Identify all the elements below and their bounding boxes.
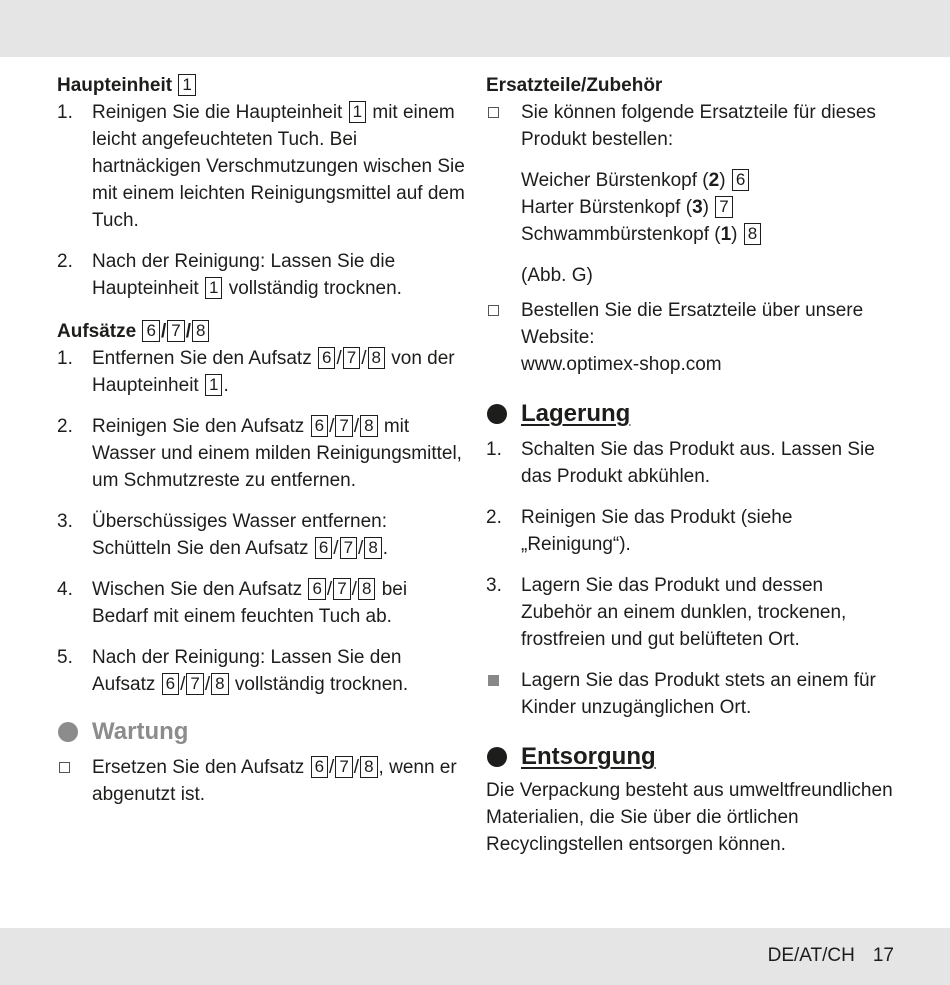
filled-square-icon	[488, 675, 499, 686]
item-text: Bestellen Sie die Ersatzteile über unsere Website:	[521, 300, 864, 348]
part-name: Weicher Bürstenkopf (	[521, 170, 709, 191]
part-qty: 2	[708, 170, 720, 191]
slash: /	[180, 674, 186, 695]
ref-box: 8	[360, 415, 377, 437]
item-number: 1.	[57, 102, 73, 123]
part-paren: )	[719, 170, 726, 191]
item-number: 3.	[57, 511, 73, 532]
main-unit-heading	[57, 72, 467, 99]
list-item	[57, 576, 467, 630]
item-number: 1.	[486, 439, 502, 460]
ref-box: 7	[333, 578, 350, 600]
item-number: 5.	[57, 647, 73, 668]
slash: /	[329, 416, 335, 437]
slash: /	[204, 674, 211, 695]
ref-box: 7	[167, 320, 184, 342]
ref-box: 7	[343, 347, 360, 369]
slash: /	[336, 348, 342, 369]
item-text: vollständig trocknen.	[234, 674, 409, 695]
ref-box: 8	[192, 320, 209, 342]
checkbox-square-icon	[488, 107, 499, 118]
slash: /	[358, 538, 364, 559]
item-number: 4.	[57, 579, 73, 600]
list-item	[486, 436, 898, 490]
item-text: mit Wasser und einem milden Reinigungsmittel, um Schmutzreste zu entfernen.	[92, 416, 462, 491]
ref-box: 7	[340, 537, 357, 559]
slash: /	[329, 757, 335, 778]
header-bar	[0, 0, 950, 57]
item-text: Reinigen Sie den Aufsatz	[92, 416, 305, 437]
item-text: Sie können folgende Ersatzteile für dieses Produkt bestellen:	[521, 102, 876, 150]
maintenance-heading-text: Wartung	[92, 718, 189, 745]
list-item	[486, 297, 898, 378]
item-text: Lagern Sie das Produkt und dessen Zubehör an einem dunklen, trockenen, frostfreien und gut belüfteten Ort.	[521, 575, 847, 650]
disposal-heading-text: Entsorgung	[521, 743, 656, 770]
part-line	[521, 167, 898, 194]
item-text: Nach der Reinigung: Lassen Sie die Haupteinheit	[92, 251, 396, 299]
ref-box: 7	[335, 756, 352, 778]
slash: /	[333, 538, 339, 559]
ref-box: 6	[311, 756, 328, 778]
ref-box: 6	[308, 578, 325, 600]
ref-box: 7	[715, 196, 732, 218]
bullet-dot-icon	[58, 722, 78, 742]
ref-box: 7	[335, 415, 352, 437]
item-text: Schalten Sie das Produkt aus. Lassen Sie das Produkt abkühlen.	[521, 439, 875, 487]
ref-box: 6	[162, 673, 179, 695]
maintenance-heading	[57, 716, 467, 748]
item-number: 2.	[57, 251, 73, 272]
item-text: Ersetzen Sie den Aufsatz	[92, 757, 305, 778]
ref-box: 1	[205, 374, 222, 396]
disposal-text: Die Verpackung besteht aus umweltfreundlichen Materialien, die Sie über die örtlichen Recyclingstellen entsorgen können.	[486, 780, 893, 855]
item-text: Reinigen Sie das Produkt (siehe „Reinigung“).	[521, 507, 793, 555]
list-item	[57, 345, 467, 399]
part-paren: )	[731, 224, 738, 245]
list-item	[57, 644, 467, 698]
item-text: .	[223, 375, 229, 396]
slash: /	[160, 321, 167, 342]
part-name: Schwammbürstenkopf (	[521, 224, 721, 245]
item-text: Reinigen Sie die Haupteinheit	[92, 102, 343, 123]
ref-box: 8	[364, 537, 381, 559]
slash: /	[326, 579, 333, 600]
ref-box: 8	[368, 347, 385, 369]
ref-box: 8	[744, 223, 761, 245]
ref-box: 1	[205, 277, 222, 299]
parts-list	[486, 167, 898, 289]
ref-box: 6	[732, 169, 749, 191]
ref-box: 8	[211, 673, 228, 695]
attachments-heading	[57, 318, 467, 345]
ref-box: 1	[178, 74, 195, 96]
item-text: Überschüssiges Wasser entfernen: Schütteln Sie den Aufsatz	[92, 511, 387, 559]
item-text: Lagern Sie das Produkt stets an einem für Kinder unzugänglichen Ort.	[521, 670, 876, 718]
slash: /	[351, 579, 357, 600]
list-item	[57, 754, 467, 808]
main-unit-heading-text: Haupteinheit	[57, 75, 173, 96]
ref-box: 6	[142, 320, 159, 342]
list-item	[486, 667, 898, 721]
part-line	[521, 194, 898, 221]
slash: /	[185, 321, 191, 342]
storage-heading-text: Lagerung	[521, 400, 631, 427]
part-qty: 3	[692, 197, 703, 218]
item-text: vollständig trocknen.	[228, 278, 402, 299]
bullet-dot-icon	[487, 404, 507, 424]
item-text: mit einem leicht angefeuchteten Tuch. Bei hartnäckigen Verschmutzungen wischen Sie mit einem leichten Reinigungsmittel auf dem Tuch.	[92, 102, 465, 231]
spare-parts-heading: Ersatzteile/Zubehör	[486, 75, 663, 96]
ref-box: 6	[318, 347, 335, 369]
slash: /	[353, 757, 360, 778]
locale-label: DE/AT/CH	[767, 945, 855, 966]
item-number: 1.	[57, 348, 73, 369]
checkbox-square-icon	[488, 305, 499, 316]
storage-heading	[486, 398, 898, 430]
figure-ref: (Abb. G)	[521, 265, 593, 286]
item-number: 2.	[486, 507, 502, 528]
attachments-heading-text: Aufsätze	[57, 321, 137, 342]
checkbox-square-icon	[59, 762, 70, 773]
item-text: Entfernen Sie den Aufsatz	[92, 348, 312, 369]
item-number: 2.	[57, 416, 73, 437]
list-item	[486, 504, 898, 558]
list-item	[486, 572, 898, 653]
list-item	[486, 99, 898, 153]
list-item	[57, 248, 467, 302]
bullet-dot-icon	[487, 747, 507, 767]
item-text: bei Bedarf mit einem feuchten Tuch ab.	[92, 579, 408, 627]
part-qty: 1	[720, 224, 732, 245]
left-column	[57, 72, 467, 808]
slash: /	[361, 348, 367, 369]
item-number: 3.	[486, 575, 502, 596]
disposal-heading	[486, 741, 898, 773]
ref-box: 8	[360, 756, 377, 778]
list-item	[57, 413, 467, 494]
item-text: Wischen Sie den Aufsatz	[92, 579, 303, 600]
shop-url: www.optimex-shop.com	[521, 354, 722, 375]
page-number: 17	[872, 945, 894, 966]
item-text: Nach der Reinigung: Lassen Sie den Aufsatz	[92, 647, 402, 695]
slash: /	[353, 416, 360, 437]
item-text: .	[382, 538, 389, 559]
item-text: , wenn er abgenutzt ist.	[92, 757, 457, 805]
ref-box: 6	[315, 537, 332, 559]
page-footer	[768, 942, 894, 969]
list-item	[57, 99, 467, 234]
part-name: Harter Bürstenkopf (	[521, 197, 693, 218]
list-item	[57, 508, 467, 562]
item-text: von der Haupteinheit	[92, 348, 455, 396]
ref-box: 8	[358, 578, 375, 600]
ref-box: 1	[349, 101, 366, 123]
right-column	[486, 72, 898, 858]
part-line	[521, 221, 898, 248]
ref-box: 7	[186, 673, 203, 695]
part-paren: )	[702, 197, 709, 218]
ref-box: 6	[311, 415, 328, 437]
